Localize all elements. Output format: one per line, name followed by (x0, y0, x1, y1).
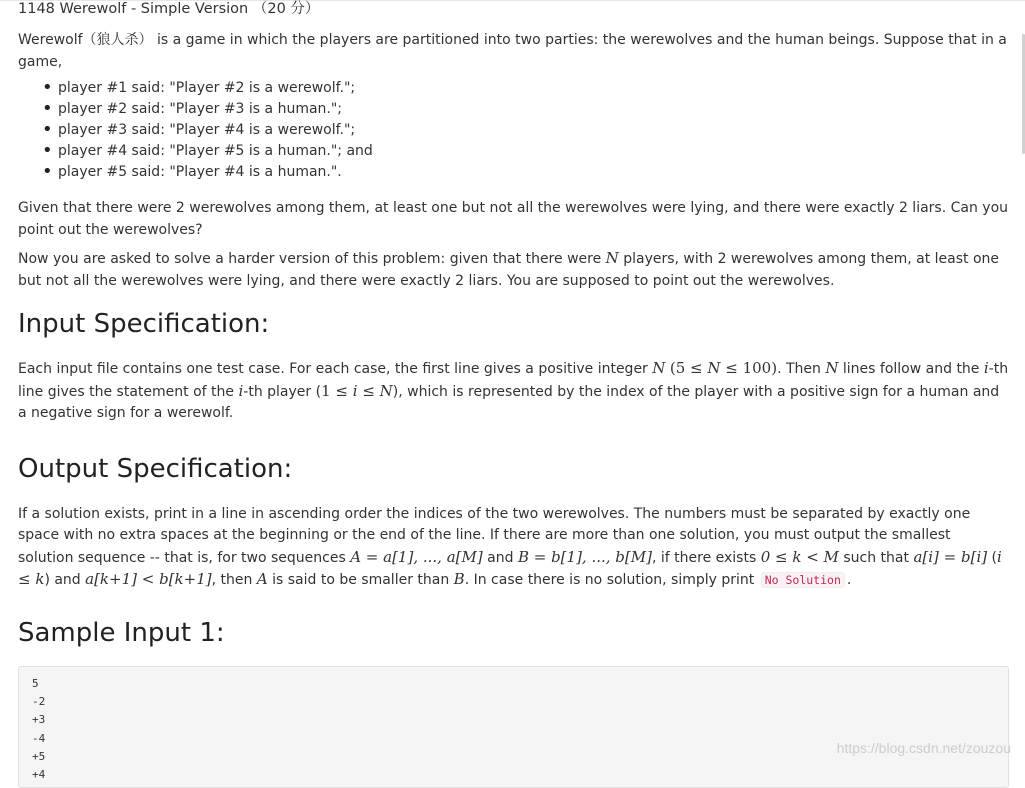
problem-title: 1148 Werewolf - Simple Version （20 分） (18, 1, 320, 17)
output-spec-paragraph: If a solution exists, print in a line in ascending order the indices of the two werewolves. The numbers must be separated by exactly one space with no extra spaces at the beginning or the end of the line. If there are more than one solution, you must output the smallest solution sequence -- that is, for two sequences A = a[1], ..., a[M] and B = b[1], ..., b[M], if there exists 0 ≤ k < M such that a[i] = b[i] (i ≤ k) and a[k+1] < b[k+1], then A is said to be smaller than B. In case there is no solution, simply print No Solution . (18, 505, 1002, 588)
sample-line: +5 (32, 750, 46, 764)
sample-input-heading: Sample Input 1: (18, 617, 225, 648)
statement-item: • player #1 said: "Player #2 is a werewolf."; (58, 78, 1010, 99)
statement-item: • player #2 said: "Player #3 is a human."; (58, 99, 1010, 120)
sample-line: 5 (32, 676, 39, 690)
sample-line: +3 (32, 713, 46, 727)
input-spec-heading: Input Specification: (18, 309, 270, 339)
intro-paragraph: Werewolf（狼人杀） is a game in which the players are partitioned into two parties: the werewolves and the human beings. Suppose that in a game, (18, 32, 1007, 70)
given-paragraph: Given that there were 2 werewolves among them, at least one but not all the werewolves were lying, and there were exactly 2 liars. Can you point out the werewolves? (18, 200, 1009, 238)
no-solution-code: No Solution (761, 572, 845, 588)
output-spec-heading: Output Specification: (18, 453, 293, 484)
statement-item: • player #3 said: "Player #4 is a werewolf."; (58, 120, 1010, 141)
statement-item: • player #4 said: "Player #5 is a human."; and (58, 141, 1010, 162)
now-paragraph: Now you are asked to solve a harder version of this problem: given that there were N players, with 2 werewolves among them, at least one but not all the werewolves were lying, and there were exactly 2 liars. You are supposed to point out the werewolves. (18, 249, 999, 289)
statement-item: • player #5 said: "Player #4 is a human.". (58, 162, 1010, 183)
problem-content (18, 30, 1010, 788)
input-spec-paragraph: Each input file contains one test case. For each case, the first line gives a positive integer N (5 ≤ N ≤ 100). Then N lines follow and the i-th line gives the statement of the i-th player (1 ≤ i ≤ N), which is represented by the index of the player with a positive sign for a human and a negative sign for a werewolf. (18, 359, 1009, 421)
watermark: https://blog.csdn.net/zouzou (836, 740, 1011, 756)
sample-line: -4 (32, 731, 46, 745)
math-var: N (605, 249, 619, 267)
sample-input-box[interactable] (18, 666, 1009, 788)
statement-list (18, 78, 1010, 183)
sample-line: -2 (32, 694, 46, 708)
sample-line: +4 (32, 768, 46, 782)
